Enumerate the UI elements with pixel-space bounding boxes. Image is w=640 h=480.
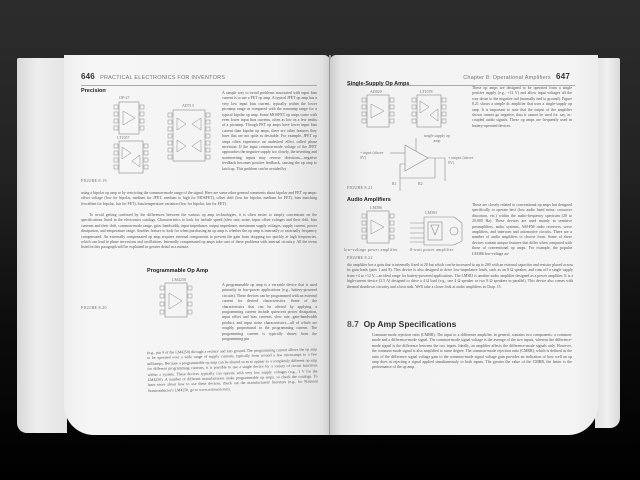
ad713-chip-diagram — [159, 108, 219, 163]
single-supply-paragraph: These op amps are designed to be operated from a single positive supply (e.g., +12 V) and allow input voltages all the way down to the negative rail (normally tied to ground). Figure 8.21 shows a simple dc amplifier that uses a single-supply op amp. It is important to note that the output of the amplifier shown cannot go negative; thus it cannot be used for, say, ac-coupled audio signals. These op amps are frequently used in battery-operated devices. — [472, 86, 572, 128]
section-heading-specifications — [347, 319, 456, 329]
figure-label: FIGURE 8.21 — [347, 185, 373, 190]
lm386-chip-diagram — [352, 209, 404, 245]
right-page — [330, 55, 598, 435]
programmable-paragraph: (e.g., pin 8 of the LM4250) through a resistor and into ground. The programming current allows the op amp to be operated over a wide range of supply currents, typically from around a few microamps to a few milliamps. Because a programmable op amp can be altered so as to appear as a completely different op amp for different programming currents, it is possible to use a single device for a variety of circuit functions within a system. These devices typically can operate with very low supply voltages (e.g., 1 V for the LM4250). A number of different manufacturers make programmable op amps, so check the catalogs. To learn more about how to use these devices, check out the manufacturers' literature (e.g., for National Semiconductor's LM4250, go to www.national.com). — [147, 347, 318, 393]
circuit-label: + output (above 0V) — [448, 155, 474, 165]
chip-label: AD820 — [370, 89, 382, 94]
chip-label: LM4250 — [172, 277, 186, 282]
section-heading-precision: Precision — [81, 88, 106, 94]
page-stack-right — [595, 58, 620, 428]
open-book — [17, 55, 620, 440]
section-heading-audio: Audio Amplifiers — [347, 197, 391, 203]
section-title: Op Amp Specifications — [363, 319, 457, 329]
lt1078-chip-diagram — [402, 93, 457, 129]
figure-label: FIGURE 8.20 — [81, 305, 107, 310]
chip-label: LT1057 — [117, 135, 130, 140]
figure-caption: 8-watt power amplifier — [410, 247, 454, 252]
page-stack-left — [17, 58, 67, 433]
left-page-number: 646 — [81, 72, 95, 81]
precision-paragraph-2: To avoid getting confused by the differences between the various op amp technologies, it is often easier to simply concentrate on the specifications listed in the electronics catalogs. Characteristics to look for include speed (slew rate, noise, input offset voltages and their drift, bias currents and their drift, common-mode range, gain, bandwidth, input impedance, output impedance, maximum supply voltages, supply current, power dissipation, and temperature range. Another feature to look for when purchasing an op amp is whether the op amp is internally or externally frequency compensated. An externally compensated op amp requires external components to prevent the gain from dropping too quickly at high frequencies, which can lead to phase inversions and oscillations. Internally compensated op amps take care of these problems with internal circuitry. All the terms listed in this paragraph will be explained in greater detail in a minute. — [81, 213, 317, 250]
figure-label: FIGURE 8.19 — [81, 178, 107, 183]
left-running-head — [81, 72, 225, 81]
single-supply-amplifier-circuit — [360, 133, 470, 198]
section-number: 8.7 — [347, 319, 359, 329]
right-page-number: 647 — [556, 72, 570, 81]
op27-chip-diagram — [104, 100, 154, 136]
left-page — [64, 55, 330, 435]
chip-label: OP-27 — [119, 95, 130, 100]
header-rule — [81, 85, 317, 86]
figure-label: FIGURE 8.22 — [347, 255, 373, 260]
precision-paragraph-1: using a bipolar op amp or by restricting the common-mode range of the signal. Here are some other general comments about bipolar and FET op amps: offset voltage (low for bipolar, medium for JFET, medium to high for MOSFET), offset drift (low for bipolar, medium for FET), bias matching (excellent for bipolar, fair for FET), bias/temperature variation (low for bipolar, fair for FET). — [81, 191, 317, 206]
precision-side-paragraph: A simple way to avoid problems associated with input bias current is to use a FET op amp. A typical JFET op amp has a very low input bias current, typically within the lower picoamp range as compared with the nanoamp range for a typical bipolar op amp. Some MOSFET op amps come with even lower input bias currents, often as low as a few tenths of a picoamp. Though FET op amps have lower input bias current than bipolar op amps, there are other features they have that are not quite as desirable. For example, JFET op amps often experience an undesired effect called phase inversion. If the input common-mode voltage of the JFET approaches the negative supply too closely, the inverting and noninverting inputs may reverse directions—negative feedback becomes positive feedback, causing the op amp to latch up. This problem can be avoided by — [222, 91, 317, 171]
chip-label: LM386 — [370, 205, 382, 210]
programmable-side-paragraph: A programmable op amp is a versatile device that is used primarily in low-power applications (e.g., battery-powered circuits). These devices can be programmed with an external current for desired characteristics. Some of the characteristics that can be altered by applying a programming current include quiescent power dissipation, input offset and bias currents, slew rate, gain-bandwidth product, and input noise characteristics—all of which are roughly proportional to the programming current. The programming current is typically drawn from the programming pin — [222, 283, 317, 342]
lm383-chip-diagram — [408, 215, 468, 247]
chip-label: AD713 — [182, 103, 194, 108]
figure-caption: low-voltage power amplifier — [344, 247, 398, 252]
circuit-label: + input (above 0V) — [360, 150, 384, 160]
right-running-head — [463, 72, 570, 81]
circuit-label: R2 — [418, 181, 423, 186]
section-heading-single-supply: Single-Supply Op Amps — [347, 81, 410, 87]
right-running-head-text: Chapter 8: Operational Amplifiers — [463, 75, 551, 81]
circuit-label: single supply op amp — [423, 133, 451, 143]
audio-side-paragraph: These are closely related to conventional op amps but designed specifically to operate best (low audio band noise, crossover distortion, etc.) within the audio-frequency spectrum (20 to 20,000 Hz). These devices are used mainly in sensitive preamplifiers, audio systems, AM-FM radio receivers, servo amplifiers, and intercom and automotive circuits. There are a number of audio amplifiers to choose from. Some of these devices contain unique features that differ when compared with those of conventional op amps. For example, the popular LM386 low-voltage au- — [472, 203, 572, 256]
audio-paragraph: dio amplifier has a gain that is internally fixed at 20 but which can be increased to up to 200 with an external capacitor and resistor placed across its gain leads (pins 1 and 8). This device is also designed to drive low-impedance loads, such as an 8 Ω speaker, and runs off a single supply from +4 to +12 V—an ideal range for battery-powered applications. The LM383 is another audio amplifier designed as a power amplifier. It is a high-current device (3.5 A) designed to drive a 4 Ω load (e.g., one 4 Ω speaker or two 8 Ω speakers in parallel). This device also comes with thermal shutdown circuitry and a heat sink. We'll take a closer look at audio amplifiers in Chap. 15. — [347, 263, 573, 289]
ad820-chip-diagram — [352, 93, 404, 129]
section-heading-programmable: Programmable Op Amp — [147, 268, 209, 274]
chip-label: LT1078 — [420, 89, 433, 94]
left-running-head-text: PRACTICAL ELECTRONICS FOR INVENTORS — [100, 75, 226, 81]
circuit-label: R1 — [392, 181, 397, 186]
chip-label: LM383 — [425, 210, 437, 215]
lm4250-chip-diagram — [149, 281, 204, 321]
cmrr-paragraph: Common-mode rejection ratio (CMRR). The input to a difference amplifier, in general, contains two components: a common-mode and a difference-mode signal. The common-mode signal voltage is the average of the two inputs, whereas the difference-mode signal is the difference between the two inputs. Ideally, an amplifier affects the difference-mode signals only. However, the common-mode signal is also amplified to some degree. The common-mode rejection ratio (CMRR), which is defined as the ratio of the difference signal voltage gain to the common-mode signal voltage gain provides an indication of how well an op amp does at rejecting a signal applied simultaneously to both inputs. The greater the value of the CMRR, the better is the performance of the op amp. — [372, 333, 572, 370]
lt1057-chip-diagram — [104, 139, 159, 175]
